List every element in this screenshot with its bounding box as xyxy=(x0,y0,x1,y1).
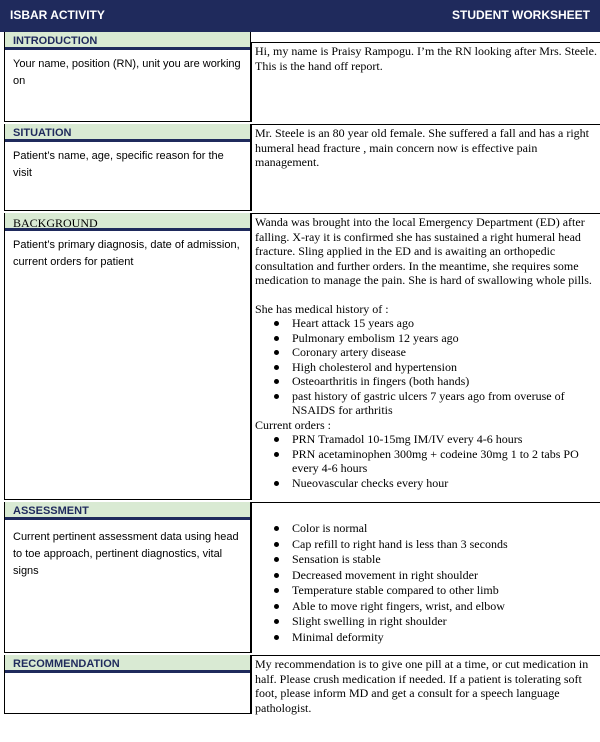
bullet-icon xyxy=(274,542,279,547)
list-item: Slight swelling in right shoulder xyxy=(255,614,600,630)
background-intro: Wanda was brought into the local Emergency Department (ED) after falling. X-ray it is confirmed she has sustained a right humeral head fracture. Sling applied in the ED and is awaiting an orthopedic consultation and further orders. In the meantime, she requires some medication to manage the pain. She is hard of swallowing whole pills. xyxy=(255,215,592,287)
bullet-icon xyxy=(274,573,279,578)
history-label: She has medical history of : xyxy=(255,301,389,316)
background-prompt: Patient’s primary diagnosis, date of admission, current orders for patient xyxy=(13,239,240,268)
orders-list xyxy=(255,432,600,490)
list-item: Color is normal xyxy=(255,521,600,537)
list-item: Nueovascular checks every hour xyxy=(255,476,600,491)
situation-response: Mr. Steele is an 80 year old female. She suffered a fall and has a right humeral head fracture , main concern now is effective pain management. xyxy=(255,126,590,169)
list-item: Pulmonary embolism 12 years ago xyxy=(255,331,600,346)
bullet-icon xyxy=(274,604,279,609)
list-item: Coronary artery disease xyxy=(255,345,600,360)
situation-response-cell xyxy=(251,124,600,211)
recommendation-heading: RECOMMENDATION xyxy=(5,655,250,673)
history-list xyxy=(255,316,600,418)
introduction-heading: INTRODUCTION xyxy=(5,32,250,50)
orders-label: Current orders : xyxy=(255,417,331,432)
bullet-icon xyxy=(274,394,279,399)
list-item: Osteoarthritis in fingers (both hands) xyxy=(255,374,600,389)
list-item: Minimal deformity xyxy=(255,630,600,646)
bullet-icon xyxy=(274,619,279,624)
bullet-icon xyxy=(274,526,279,531)
assessment-response-cell xyxy=(251,502,600,653)
list-item: High cholesterol and hypertension xyxy=(255,360,600,375)
list-item: Able to move right fingers, wrist, and elbow xyxy=(255,599,600,615)
worksheet-header xyxy=(0,0,600,32)
assessment-prompt: Current pertinent assessment data using head to toe approach, pertinent diagnostics, vital signs xyxy=(13,531,239,577)
situation-heading: SITUATION xyxy=(5,124,250,142)
list-item: Cap refill to right hand is less than 3 seconds xyxy=(255,537,600,553)
background-response-cell xyxy=(251,213,600,500)
situation-prompt: Patient’s name, age, specific reason for the visit xyxy=(13,150,224,179)
bullet-icon xyxy=(274,481,279,486)
introduction-response: Hi, my name is Praisy Rampogu. I’m the RN looking after Mrs. Steele. This is the hand off report. xyxy=(255,44,597,73)
list-item: Sensation is stable xyxy=(255,552,600,568)
bullet-icon xyxy=(274,321,279,326)
introduction-prompt: Your name, position (RN), unit you are working on xyxy=(13,58,241,87)
assessment-label-cell xyxy=(4,502,251,653)
bullet-icon xyxy=(274,365,279,370)
list-item: Heart attack 15 years ago xyxy=(255,316,600,331)
bullet-icon xyxy=(274,452,279,457)
list-item: PRN Tramadol 10-15mg IM/IV every 4-6 hours xyxy=(255,432,600,447)
introduction-response-cell xyxy=(251,42,600,122)
recommendation-response-cell xyxy=(251,655,600,714)
worksheet-title: STUDENT WORKSHEET xyxy=(452,8,590,22)
bullet-icon xyxy=(274,635,279,640)
background-label-cell xyxy=(4,213,251,500)
list-item: Temperature stable compared to other limb xyxy=(255,583,600,599)
assessment-heading: ASSESSMENT xyxy=(5,502,250,520)
assessment-list xyxy=(255,521,600,645)
background-heading: BACKGROUND xyxy=(5,213,250,231)
bullet-icon xyxy=(274,557,279,562)
recommendation-label-cell xyxy=(4,655,251,714)
activity-title: ISBAR ACTIVITY xyxy=(10,8,105,22)
situation-label-cell xyxy=(4,124,251,211)
bullet-icon xyxy=(274,350,279,355)
bullet-icon xyxy=(274,379,279,384)
introduction-label-cell xyxy=(4,32,251,122)
bullet-icon xyxy=(274,437,279,442)
bullet-icon xyxy=(274,588,279,593)
list-item: Decreased movement in right shoulder xyxy=(255,568,600,584)
bullet-icon xyxy=(274,336,279,341)
recommendation-response: My recommendation is to give one pill at a time, or cut medication in half. Please crush medication if needed. If a patient is tolerating soft foot, please inform MD and get a consult for a speech language pathologist. xyxy=(255,657,589,715)
list-item: past history of gastric ulcers 7 years ago from overuse of NSAIDS for arthritis xyxy=(255,389,600,418)
list-item: PRN acetaminophen 300mg + codeine 30mg 1 to 2 tabs PO every 4-6 hours xyxy=(255,447,600,476)
